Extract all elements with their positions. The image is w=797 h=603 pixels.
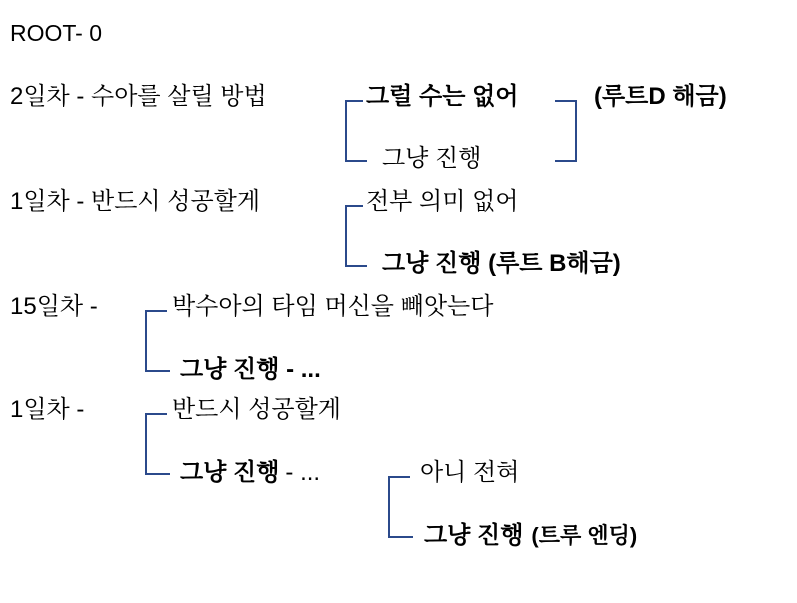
connector-day15-bottom-branch (145, 370, 170, 372)
connector-day2-bottom-branch (345, 160, 367, 162)
node-day1-second-option-b-bold: 그냥 진행 (180, 459, 280, 486)
connector-day15-vertical (145, 310, 147, 372)
connector-option-b-right (555, 160, 577, 162)
node-day2-option-a: 그럴 수는 없어 (366, 83, 519, 110)
connector-final-vertical (388, 476, 390, 538)
node-true-ending-label: (트루 엔딩) (531, 523, 638, 548)
connector-day1-bottom-branch (345, 265, 367, 267)
connector-day1b-bottom-branch (145, 473, 170, 475)
node-final-option-b-bold: 그냥 진행 (424, 522, 524, 549)
node-route-d-unlock: (루트D 해금) (594, 83, 727, 110)
node-day1-second-option-b-tail: - ... (285, 459, 321, 486)
connector-option-a-right (555, 100, 577, 102)
node-day1-option-a: 전부 의미 없어 (366, 188, 519, 215)
connector-day1-top-branch (345, 205, 363, 207)
node-day1-second-option-b (180, 461, 320, 485)
node-day1: 1일차 - 반드시 성공할게 (10, 188, 260, 215)
node-day15: 15일차 - (10, 293, 98, 320)
connector-final-bottom-branch (388, 536, 413, 538)
connector-final-top-branch (388, 476, 410, 478)
connector-day1-vertical (345, 205, 347, 267)
connector-day2-vertical (345, 100, 347, 162)
node-day2: 2일차 - 수아를 살릴 방법 (10, 83, 267, 110)
node-day1-second-option-a: 반드시 성공할게 (172, 396, 341, 423)
connector-day2-top-branch (345, 100, 363, 102)
node-final-option-b (424, 524, 637, 548)
connector-day1b-vertical (145, 413, 147, 475)
node-day1-second: 1일차 - (10, 396, 85, 423)
node-day15-option-b: 그냥 진행 - ... (180, 356, 321, 383)
node-day2-option-b: 그냥 진행 (382, 145, 482, 172)
connector-option-a-vertical (575, 100, 577, 162)
node-day1-option-b: 그냥 진행 (루트 B해금) (382, 250, 621, 277)
connector-day1b-top-branch (145, 413, 167, 415)
node-root: ROOT- 0 (10, 20, 103, 46)
node-final-option-a: 아니 전혀 (420, 459, 520, 486)
connector-day15-top-branch (145, 310, 167, 312)
node-day15-option-a: 박수아의 타임 머신을 빼앗는다 (172, 293, 494, 320)
